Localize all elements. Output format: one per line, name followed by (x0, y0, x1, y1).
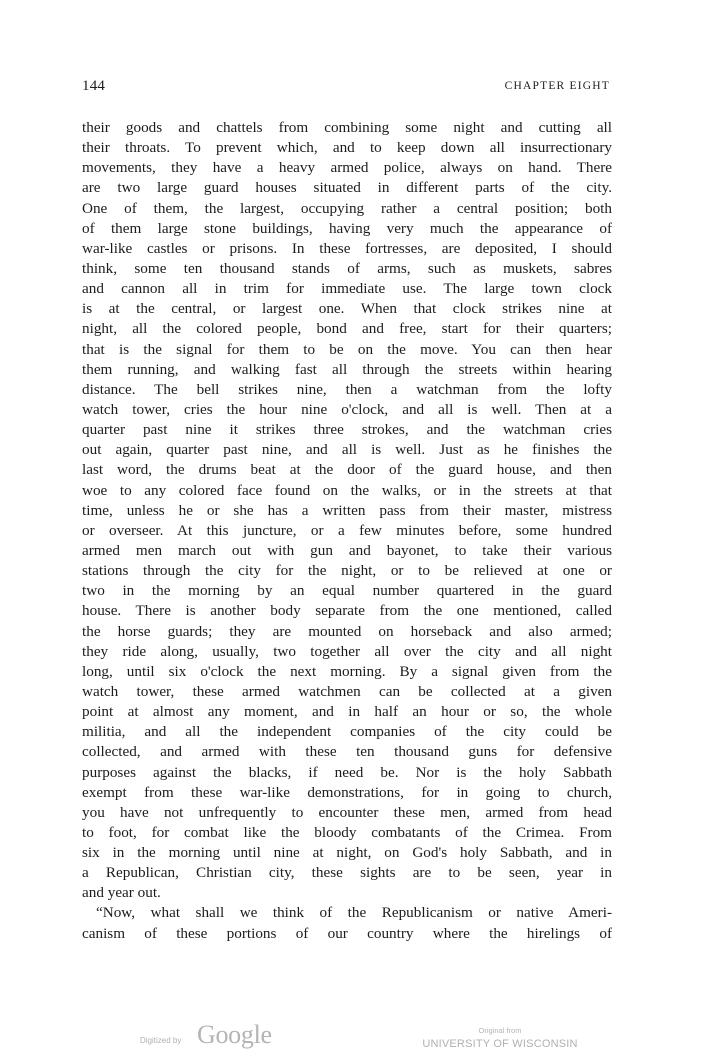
text-line: watch tower, cries the hour nine o'clock, and all is well. Then at a (82, 400, 612, 418)
text-line: “Now, what shall we think of the Republicanism or native Ameri- (96, 904, 612, 922)
digitized-by-label: Digitized by (140, 1036, 182, 1045)
text-line: is at the central, or largest one. When that clock strikes nine at (82, 300, 612, 318)
text-line: are two large guard houses situated in different parts of the city. (82, 179, 612, 197)
text-line: woe to any colored face found on the walks, or in the streets at that (82, 481, 612, 499)
text-line: their goods and chattels from combining some night and cutting all (82, 119, 612, 136)
text-line: exempt from these war-like demonstrations, for in going to church, (82, 783, 612, 801)
google-logo: Google (197, 1020, 272, 1049)
text-line: the horse guards; they are mounted on horseback and also armed; (82, 622, 612, 640)
text-line: night, all the colored people, bond and free, start for their quarters; (82, 320, 612, 338)
digitization-footer (0, 1018, 711, 1058)
text-line: of them large stone buildings, having very much the appearance of (82, 219, 612, 237)
text-line: and cannon all in trim for immediate use. The large town clock (82, 280, 612, 298)
text-line: and year out. (82, 884, 161, 902)
text-line: watch tower, these armed watchmen can be collected at a given (82, 682, 612, 700)
text-line: point at almost any moment, and in half an hour or so, the whole (82, 703, 612, 721)
chapter-title: CHAPTER EIGHT (504, 80, 610, 92)
text-line: war-like castles or prisons. In these fortresses, are deposited, I should (82, 239, 612, 257)
text-line: you have not unfrequently to encounter these men, armed from head (82, 803, 612, 821)
text-line: long, until six o'clock the next morning. By a signal given from the (82, 662, 612, 680)
text-line: militia, and all the independent companies of the city could be (82, 723, 612, 741)
text-line: that is the signal for them to be on the move. You can then hear (82, 340, 612, 358)
text-line: to foot, for combat like the bloody combatants of the Crimea. From (82, 823, 612, 841)
text-line: two in the morning by an equal number quartered in the guard (82, 582, 612, 600)
text-line: last word, the drums beat at the door of the guard house, and then (82, 461, 612, 479)
text-line: their throats. To prevent which, and to keep down all insurrectionary (82, 139, 612, 157)
text-line: distance. The bell strikes nine, then a watchman from the lofty (82, 380, 612, 398)
original-from-label: Original from (478, 1026, 522, 1035)
page-number: 144 (82, 78, 106, 94)
running-head (82, 78, 610, 98)
text-line: six in the morning until nine at night, on God's holy Sabbath, and in (82, 844, 612, 862)
text-line: collected, and armed with these ten thousand guns for defensive (82, 743, 612, 761)
text-line: a Republican, Christian city, these sights are to be seen, year in (82, 864, 612, 882)
body-text (82, 118, 612, 944)
institution-label: UNIVERSITY OF WISCONSIN (422, 1038, 578, 1050)
text-line: canism of these portions of our country where the hirelings of (82, 924, 612, 942)
text-line: time, unless he or she has a written pass from their master, mistress (82, 501, 612, 519)
text-line: they ride along, usually, two together all over the city and all night (82, 642, 612, 660)
text-line: movements, they have a heavy armed police, always on hand. There (82, 159, 612, 177)
text-line: One of them, the largest, occupying rather a central position; both (82, 199, 612, 217)
text-line: them running, and walking fast all through the streets within hearing (82, 360, 612, 378)
text-line: purposes against the blacks, if need be. Nor is the holy Sabbath (82, 763, 612, 781)
text-line: armed men march out with gun and bayonet, to take their various (82, 541, 612, 559)
text-line: quarter past nine it strikes three strokes, and the watchman cries (82, 421, 612, 439)
text-line: house. There is another body separate from the one mentioned, called (82, 602, 612, 620)
text-line: out again, quarter past nine, and all is well. Just as he finishes the (82, 441, 612, 459)
text-line: or overseer. At this juncture, or a few minutes before, some hundred (82, 521, 612, 539)
text-line: think, some ten thousand stands of arms, such as muskets, sabres (82, 259, 612, 277)
text-line: stations through the city for the night, or to be relieved at one or (82, 562, 612, 580)
